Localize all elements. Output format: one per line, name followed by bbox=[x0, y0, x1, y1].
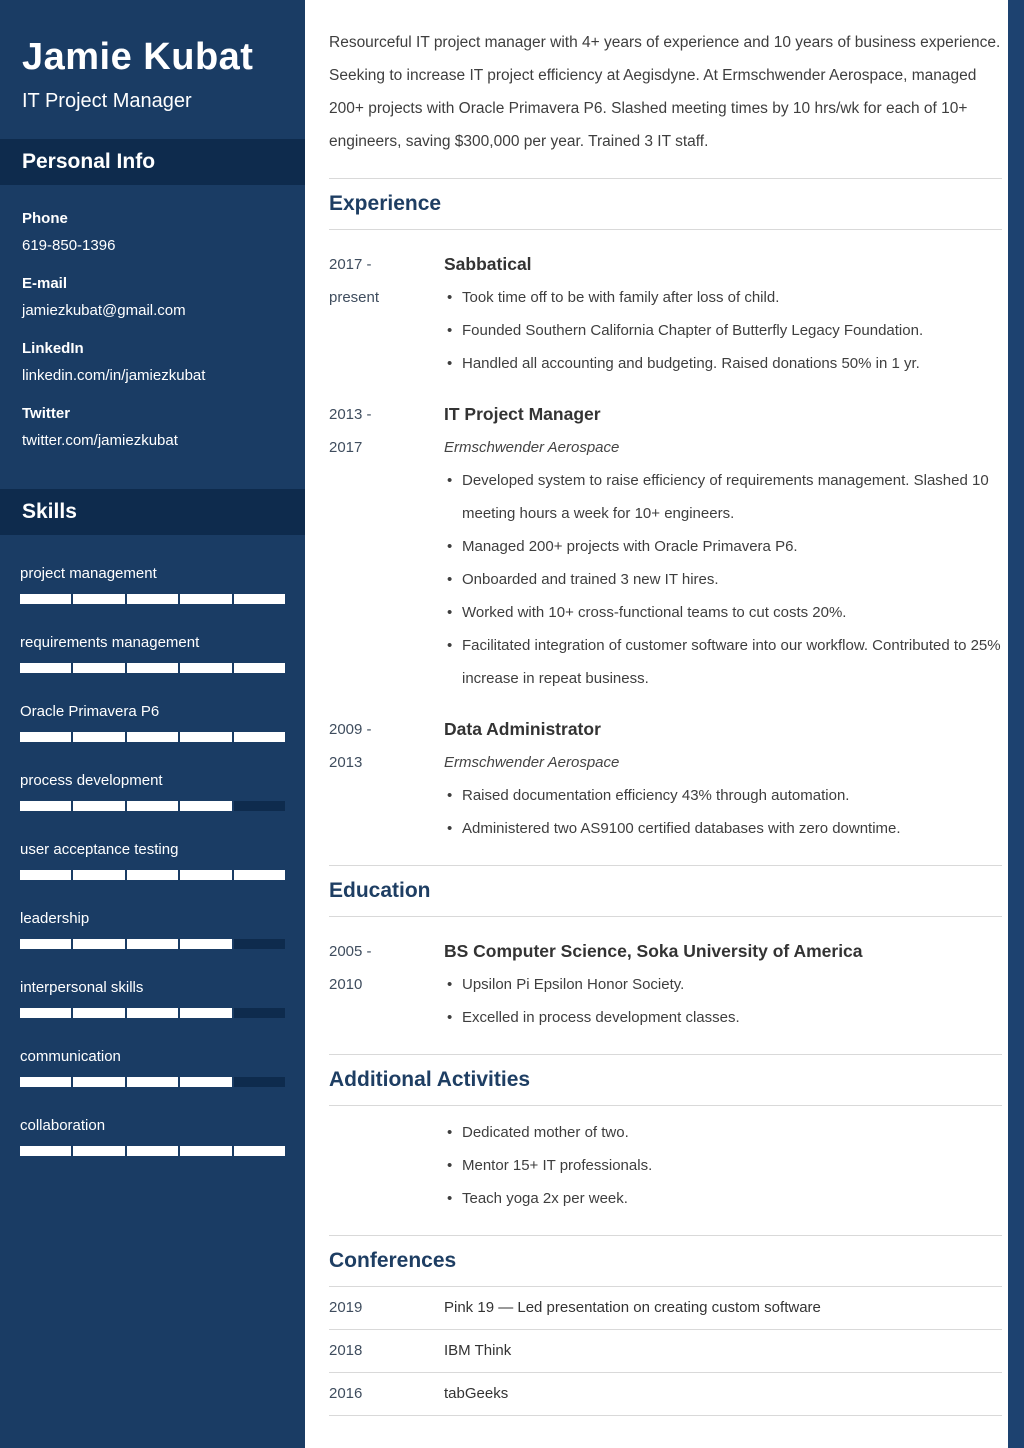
candidate-name: Jamie Kubat bbox=[22, 36, 254, 78]
skill-segment-filled bbox=[73, 870, 124, 880]
skill-segment-filled bbox=[180, 1077, 231, 1087]
skill-segment-filled bbox=[20, 870, 71, 880]
bullet: • Took time off to be with family after loss of child. bbox=[444, 281, 1002, 314]
entry-bullets bbox=[444, 779, 1002, 845]
skill-level-bar bbox=[20, 870, 285, 880]
skill-label: leadership bbox=[20, 909, 90, 927]
experience-entry bbox=[329, 248, 1002, 380]
activities-bullets bbox=[444, 1116, 1002, 1215]
skill-item bbox=[20, 1048, 285, 1087]
entry-dates bbox=[329, 713, 444, 845]
contact-label-twitter: Twitter bbox=[22, 404, 71, 422]
entry-body bbox=[444, 935, 1002, 1034]
skill-segment-filled bbox=[20, 1146, 71, 1156]
entry-bullets bbox=[444, 281, 1002, 380]
bullet: • Teach yoga 2x per week. bbox=[444, 1182, 1002, 1215]
entry-bullets bbox=[444, 464, 1002, 695]
skill-item bbox=[20, 1117, 285, 1156]
skill-label: requirements management bbox=[20, 633, 200, 651]
sidebar-header bbox=[0, 0, 305, 139]
candidate-job-title: IT Project Manager bbox=[22, 89, 192, 112]
bullet: • Raised documentation efficiency 43% through automation. bbox=[444, 779, 1002, 812]
skill-segment-filled bbox=[180, 594, 231, 604]
entry-dates bbox=[329, 398, 444, 695]
conference-row bbox=[329, 1287, 1002, 1330]
bullet: • Upsilon Pi Epsilon Honor Society. bbox=[444, 968, 1002, 1001]
conference-year: 2019 bbox=[329, 1299, 363, 1316]
skill-label: project management bbox=[20, 564, 157, 582]
skill-segment-filled bbox=[73, 1008, 124, 1018]
skill-item bbox=[20, 979, 285, 1018]
entry-body bbox=[444, 713, 1002, 845]
sidebar bbox=[0, 0, 305, 1448]
activities-block bbox=[444, 1116, 1002, 1215]
skill-segment-filled bbox=[20, 939, 71, 949]
skill-segment-filled bbox=[127, 801, 178, 811]
entry-company: Ermschwender Aerospace bbox=[444, 439, 620, 456]
skill-level-bar bbox=[20, 663, 285, 673]
education-entry bbox=[329, 935, 1002, 1034]
bullet: • Founded Southern California Chapter of Butterfly Legacy Foundation. bbox=[444, 314, 1002, 347]
skill-segment-filled bbox=[20, 1008, 71, 1018]
skill-segment-filled bbox=[20, 594, 71, 604]
additional-activities-heading: Additional Activities bbox=[329, 1054, 1002, 1106]
skill-segment-filled bbox=[73, 663, 124, 673]
bullet: • Managed 200+ projects with Oracle Primavera P6. bbox=[444, 530, 1002, 563]
date-to: present bbox=[329, 289, 380, 306]
skill-segment-filled bbox=[73, 801, 124, 811]
entry-title: Sabbatical bbox=[444, 254, 532, 274]
experience-entry bbox=[329, 398, 1002, 695]
skill-segment-filled bbox=[127, 663, 178, 673]
skill-segment-filled bbox=[73, 732, 124, 742]
entry-dates bbox=[329, 248, 444, 380]
date-from: 2009 - bbox=[329, 721, 372, 738]
contact-value-phone: 619-850-1396 bbox=[22, 236, 116, 254]
skill-segment-filled bbox=[180, 663, 231, 673]
bullet: • Excelled in process development classes. bbox=[444, 1001, 1002, 1034]
skill-segment-filled bbox=[127, 870, 178, 880]
date-to: 2010 bbox=[329, 976, 363, 993]
skill-label: Oracle Primavera P6 bbox=[20, 702, 160, 720]
skill-item bbox=[20, 910, 285, 949]
skill-level-bar bbox=[20, 1077, 285, 1087]
skill-item bbox=[20, 841, 285, 880]
contact-label-email: E-mail bbox=[22, 274, 68, 292]
date-from: 2013 - bbox=[329, 406, 372, 423]
conference-row bbox=[329, 1373, 1002, 1416]
skill-segment-filled bbox=[127, 1146, 178, 1156]
skill-segment-filled bbox=[180, 732, 231, 742]
experience-entry bbox=[329, 713, 1002, 845]
skill-segment-filled bbox=[234, 870, 285, 880]
skill-segment-filled bbox=[73, 1146, 124, 1156]
main-content bbox=[305, 0, 1008, 1448]
summary-paragraph: Resourceful IT project manager with 4+ years of experience and 10 years of business experience. Seeking to increase IT project efficiency at Aegisdyne. At Ermschwender Aerospace, managed 200+ projects with Oracle Primavera P6. Slashed meeting times by 10 hrs/wk for each of 10+ engineers, saving $300,000 per year. Trained 3 IT staff. bbox=[329, 34, 1001, 150]
skill-level-bar bbox=[20, 801, 285, 811]
bullet: • Worked with 10+ cross-functional teams to cut costs 20%. bbox=[444, 596, 1002, 629]
skill-segment-filled bbox=[127, 1008, 178, 1018]
skill-label: collaboration bbox=[20, 1116, 106, 1134]
bullet: • Mentor 15+ IT professionals. bbox=[444, 1149, 1002, 1182]
page-edge-strip bbox=[1008, 0, 1024, 1448]
skill-segment-filled bbox=[180, 1008, 231, 1018]
skill-segment-filled bbox=[234, 594, 285, 604]
education-heading: Education bbox=[329, 865, 1002, 917]
skill-segment-filled bbox=[180, 801, 231, 811]
skill-segment-filled bbox=[180, 870, 231, 880]
skill-segment-filled bbox=[20, 801, 71, 811]
skill-segment-filled bbox=[180, 1146, 231, 1156]
entry-title: Data Administrator bbox=[444, 719, 601, 739]
conference-text: tabGeeks bbox=[444, 1385, 509, 1402]
skill-segment-filled bbox=[73, 594, 124, 604]
skill-level-bar bbox=[20, 1008, 285, 1018]
skill-segment-filled bbox=[180, 939, 231, 949]
date-from: 2005 - bbox=[329, 943, 372, 960]
entry-company: Ermschwender Aerospace bbox=[444, 754, 620, 771]
bullet: • Administered two AS9100 certified databases with zero downtime. bbox=[444, 812, 1002, 845]
skill-segment-empty bbox=[234, 1008, 285, 1018]
skill-level-bar bbox=[20, 594, 285, 604]
skills-list bbox=[0, 565, 305, 1176]
skill-segment-filled bbox=[20, 663, 71, 673]
skill-segment-filled bbox=[20, 732, 71, 742]
bullet: • Dedicated mother of two. bbox=[444, 1116, 1002, 1149]
skill-item bbox=[20, 772, 285, 811]
entry-body bbox=[444, 248, 1002, 380]
entry-body bbox=[444, 398, 1002, 695]
skill-segment-filled bbox=[127, 594, 178, 604]
skill-level-bar bbox=[20, 1146, 285, 1156]
skill-segment-filled bbox=[127, 732, 178, 742]
bullet: • Facilitated integration of customer software into our workflow. Contributed to 25% increase in repeat business. bbox=[444, 629, 1002, 695]
bullet: • Handled all accounting and budgeting. Raised donations 50% in 1 yr. bbox=[444, 347, 1002, 380]
bullet: • Onboarded and trained 3 new IT hires. bbox=[444, 563, 1002, 596]
contact-label-linkedin: LinkedIn bbox=[22, 339, 84, 357]
skill-label: communication bbox=[20, 1047, 121, 1065]
conference-year: 2016 bbox=[329, 1385, 363, 1402]
skill-segment-empty bbox=[234, 801, 285, 811]
skill-level-bar bbox=[20, 939, 285, 949]
entry-title: IT Project Manager bbox=[444, 404, 601, 424]
skills-heading: Skills bbox=[0, 489, 305, 535]
skill-item bbox=[20, 565, 285, 604]
skill-segment-filled bbox=[234, 732, 285, 742]
bullet: • Developed system to raise efficiency of requirements management. Slashed 10 meeting hours a week for 10+ engineers. bbox=[444, 464, 1002, 530]
skill-item bbox=[20, 703, 285, 742]
personal-info-heading: Personal Info bbox=[0, 139, 305, 185]
contact-value-twitter: twitter.com/jamiezkubat bbox=[22, 431, 178, 449]
skill-segment-empty bbox=[234, 1077, 285, 1087]
skill-segment-filled bbox=[234, 1146, 285, 1156]
experience-heading: Experience bbox=[329, 178, 1002, 230]
skill-label: process development bbox=[20, 771, 163, 789]
contact-label-phone: Phone bbox=[22, 209, 68, 227]
conferences-heading: Conferences bbox=[329, 1235, 1002, 1287]
entry-bullets bbox=[444, 968, 1002, 1034]
section-education bbox=[329, 865, 1002, 1034]
contact-value-linkedin: linkedin.com/in/jamiezkubat bbox=[22, 366, 206, 384]
skill-segment-filled bbox=[127, 939, 178, 949]
conference-text: Pink 19 — Led presentation on creating custom software bbox=[444, 1299, 821, 1316]
section-conferences bbox=[329, 1235, 1002, 1416]
contact-value-email: jamiezkubat@gmail.com bbox=[22, 301, 186, 319]
skill-segment-filled bbox=[73, 1077, 124, 1087]
skill-segment-filled bbox=[127, 1077, 178, 1087]
skill-segment-filled bbox=[234, 663, 285, 673]
date-to: 2013 bbox=[329, 754, 363, 771]
conference-year: 2018 bbox=[329, 1342, 363, 1359]
date-to: 2017 bbox=[329, 439, 363, 456]
skill-level-bar bbox=[20, 732, 285, 742]
entry-title: BS Computer Science, Soka University of America bbox=[444, 941, 863, 961]
skill-item bbox=[20, 634, 285, 673]
skill-segment-filled bbox=[73, 939, 124, 949]
skill-segment-filled bbox=[20, 1077, 71, 1087]
section-experience bbox=[329, 178, 1002, 845]
section-additional-activities bbox=[329, 1054, 1002, 1215]
entry-dates bbox=[329, 935, 444, 1034]
skill-label: interpersonal skills bbox=[20, 978, 144, 996]
conference-row bbox=[329, 1330, 1002, 1373]
skill-label: user acceptance testing bbox=[20, 840, 179, 858]
date-from: 2017 - bbox=[329, 256, 372, 273]
contact-list bbox=[0, 185, 305, 459]
skill-segment-empty bbox=[234, 939, 285, 949]
conference-text: IBM Think bbox=[444, 1342, 512, 1359]
